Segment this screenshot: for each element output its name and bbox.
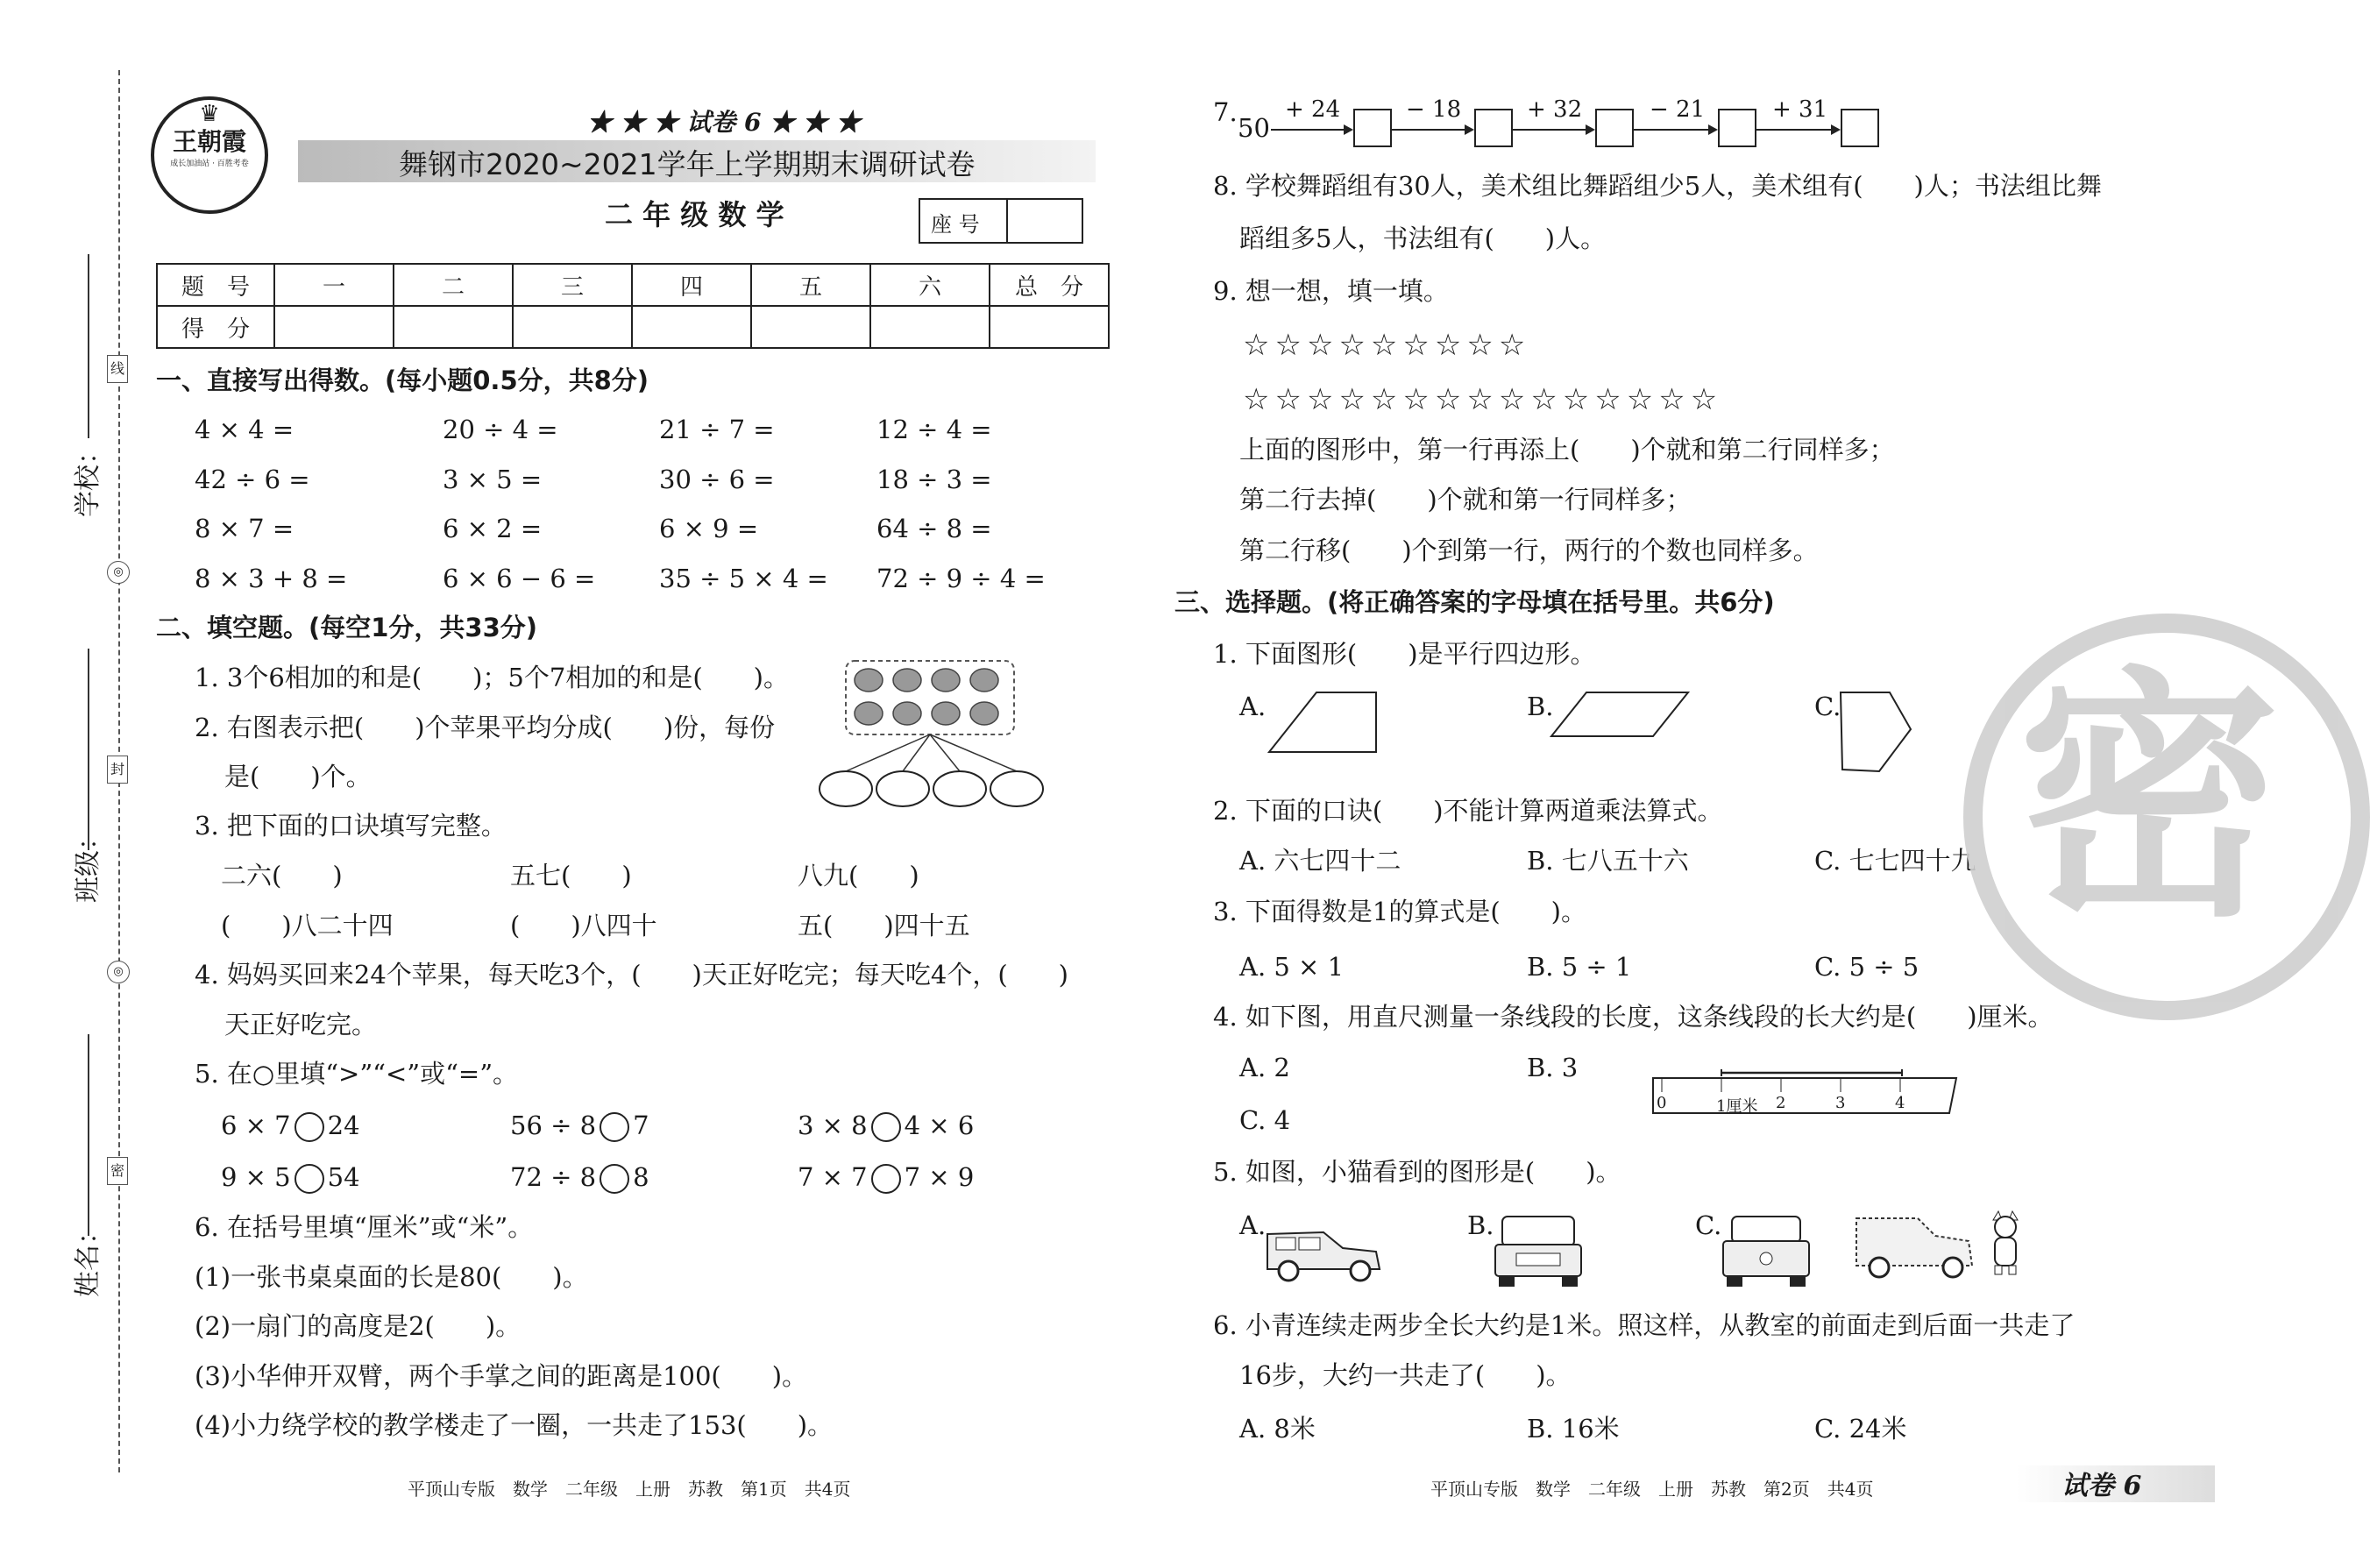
score-table (156, 263, 1110, 349)
logo (151, 96, 268, 214)
chain-arrow (1271, 129, 1352, 131)
score-cell[interactable] (870, 306, 990, 348)
calc-item: 6 × 6 − 6 = (443, 564, 596, 593)
calc-item: 3 × 5 = (443, 465, 543, 494)
page-title: 舞钢市2020~2021学年上学期期末调研试卷 (399, 147, 976, 181)
fill-q8-cont: 蹈组多5人，书法组有( )人。 (1239, 223, 1607, 253)
choice-q4: 4. 如下图，用直尺测量一条线段的长度，这条线段的长大约是( )厘米。 (1213, 1002, 2054, 1032)
margin-line (88, 1034, 89, 1236)
choice-opt[interactable]: C. 24米 (1814, 1414, 1907, 1444)
unit-item: (1)一张书桌桌面的长是80( )。 (195, 1262, 588, 1292)
choice-opt[interactable]: A. 六七四十二 (1239, 846, 1401, 876)
fill-q4: 4. 妈妈买回来24个苹果，每天吃3个，( )天正好吃完；每天吃4个，( ) (195, 960, 1068, 990)
compare-circle[interactable] (871, 1164, 901, 1194)
star-row: ☆☆☆☆☆☆☆☆☆☆☆☆☆☆☆ (1243, 382, 1723, 417)
choice-q2: 2. 下面的口诀( )不能计算两道乘法算式。 (1213, 796, 1723, 826)
class-label: 班级： (73, 824, 103, 903)
calc-item: 6 × 9 = (659, 514, 759, 543)
section3-title: 三、选择题。(将正确答案的字母填在括号里。共6分) (1174, 587, 1775, 617)
compare-right: 24 (327, 1110, 360, 1140)
chain-box[interactable] (1718, 109, 1756, 147)
section1-title: 一、直接写出得数。(每小题0.5分，共8分) (156, 365, 649, 395)
chain-arrow (1756, 129, 1839, 131)
unit-item: (3)小华伸开双臂，两个手掌之间的距离是100( )。 (195, 1361, 808, 1391)
score-header-row (157, 264, 1109, 306)
compare-circle[interactable] (600, 1112, 629, 1142)
calc-item: 8 × 3 + 8 = (195, 564, 348, 593)
score-cell[interactable] (751, 306, 870, 348)
compare-item (221, 1160, 360, 1195)
fill-q9-a: 上面的图形中，第一行再添上( )个就和第二行同样多； (1239, 435, 1895, 465)
choice-opt[interactable]: B. 3 (1527, 1053, 1579, 1082)
car-front-view-icon (1718, 1211, 1814, 1290)
fill-q9-b: 第二行去掉( )个就和第一行同样多； (1239, 485, 1692, 514)
compare-right: 4 × 6 (904, 1110, 975, 1140)
calc-item: 20 ÷ 4 = (443, 415, 558, 444)
calc-item: 4 × 4 = (195, 415, 294, 444)
compare-circle[interactable] (294, 1164, 324, 1194)
unit-item: (2)一扇门的高度是2( )。 (195, 1311, 522, 1341)
compare-item (510, 1108, 649, 1143)
fill-q1: 1. 3个6相加的和是( )；5个7相加的和是( )。 (195, 663, 789, 692)
chain-op: − 18 (1406, 96, 1462, 123)
compare-left: 7 × 7 (798, 1162, 868, 1192)
ruler-body (1651, 1069, 1960, 1115)
choice-opt[interactable]: A. (1239, 1210, 1267, 1240)
logo-crown-icon: ♛ (199, 101, 220, 127)
calc-item: 64 ÷ 8 = (876, 514, 992, 543)
choice-opt[interactable]: C. 5 ÷ 5 (1814, 952, 1919, 982)
calc-item: 72 ÷ 9 ÷ 4 = (876, 564, 1046, 593)
compare-circle[interactable] (294, 1112, 324, 1142)
fill-q2: 2. 右图表示把( )个苹果平均分成( )份，每份 (195, 713, 776, 742)
trapezoid-shape (1262, 689, 1385, 759)
margin-line (88, 254, 89, 438)
chain-box[interactable] (1353, 109, 1392, 147)
score-header-cell: 二 (394, 264, 513, 306)
fill-q2-cont: 是( )个。 (224, 762, 372, 791)
fill-q6: 6. 在括号里填“厘米”或“米”。 (195, 1212, 534, 1242)
calc-item: 6 × 2 = (443, 514, 543, 543)
score-header-cell: 四 (632, 264, 751, 306)
chain-op: + 31 (1772, 96, 1828, 123)
choice-opt[interactable]: A. 8米 (1239, 1414, 1316, 1444)
calc-item: 18 ÷ 3 = (876, 465, 992, 494)
score-value-row (157, 306, 1109, 348)
chain-op: + 32 (1527, 96, 1583, 123)
rhyme-item: 八九( ) (798, 861, 919, 890)
score-header-cell: 六 (870, 264, 990, 306)
parallelogram-shape (1551, 689, 1692, 741)
choice-opt[interactable]: C. 4 (1239, 1105, 1291, 1135)
binding-circle: ◎ (107, 561, 130, 584)
compare-right: 54 (327, 1162, 360, 1192)
ruler-label: 2 (1776, 1094, 1786, 1112)
rhyme-item: 二六( ) (221, 861, 343, 890)
compare-left: 56 ÷ 8 (510, 1110, 597, 1140)
chain-arrow (1634, 129, 1716, 131)
compare-right: 8 (633, 1162, 649, 1192)
chain-start: 50 (1238, 113, 1270, 143)
page-subtitle: 二 年 级 数 学 (605, 198, 784, 231)
choice-opt[interactable]: B. 七八五十六 (1527, 846, 1689, 876)
calc-item: 42 ÷ 6 = (195, 465, 310, 494)
footer-right: 平顶山专版 数学 二年级 上册 苏教 第2页 共4页 (1430, 1479, 1874, 1500)
section2-title: 二、填空题。(每空1分，共33分) (156, 613, 538, 642)
compare-left: 6 × 7 (221, 1110, 291, 1140)
compare-left: 9 × 5 (221, 1162, 291, 1192)
chain-arrow (1392, 129, 1472, 131)
rhyme-item: ( )八四十 (510, 911, 657, 940)
rhyme-item: ( )八二十四 (221, 911, 394, 940)
quadrilateral-shape (1839, 689, 1918, 777)
choice-opt[interactable]: A. 2 (1239, 1053, 1290, 1082)
car-reference-icon (1851, 1211, 1977, 1281)
ruler-label: 3 (1835, 1094, 1846, 1112)
compare-right: 7 (633, 1110, 649, 1140)
compare-right: 7 × 9 (904, 1162, 975, 1192)
logo-text: 王朝霞 (172, 127, 246, 156)
compare-circle[interactable] (600, 1164, 629, 1194)
score-cell[interactable] (394, 306, 513, 348)
unit-item: (4)小力绕学校的教学楼走了一圈，一共走了153( )。 (195, 1410, 834, 1440)
chain-box[interactable] (1474, 109, 1513, 147)
car-rear-view-icon (1490, 1211, 1586, 1290)
ruler-label: 1厘米 (1716, 1097, 1758, 1116)
binding-circle: ◎ (107, 961, 130, 983)
chain-arrow (1513, 129, 1593, 131)
choice-q6-cont: 16步，大约一共走了( )。 (1239, 1360, 1572, 1390)
score-header-cell: 五 (751, 264, 870, 306)
binding-mark: 密 (107, 1157, 128, 1185)
calc-item: 30 ÷ 6 = (659, 465, 775, 494)
score-cell[interactable] (274, 306, 394, 348)
calc-item: 12 ÷ 4 = (876, 415, 992, 444)
fill-q4-cont: 天正好吃完。 (224, 1010, 378, 1039)
choice-opt[interactable]: C. (1814, 692, 1841, 721)
fill-q9: 9. 想一想，填一填。 (1213, 276, 1449, 306)
score-cell[interactable] (513, 306, 632, 348)
choice-opt[interactable]: B. (1467, 1210, 1494, 1240)
choice-opt[interactable]: B. 16米 (1527, 1414, 1620, 1444)
choice-opt[interactable]: B. 5 ÷ 1 (1527, 952, 1632, 982)
seat-label: 座 号 (931, 212, 980, 237)
footer-tag: 试卷 6 (2061, 1471, 2142, 1501)
ruler (1651, 1069, 1960, 1115)
name-label: 姓名： (73, 1218, 103, 1297)
seal-character: 密 (2018, 646, 2281, 952)
rhyme-item: 五七( ) (510, 861, 632, 890)
fill-q9-c: 第二行移( )个到第一行，两行的个数也同样多。 (1239, 536, 1819, 565)
score-cell[interactable] (990, 306, 1109, 348)
chain-op: − 21 (1650, 96, 1706, 123)
binding-mark: 封 (107, 756, 128, 784)
rhyme-item: 五( )四十五 (798, 911, 970, 940)
fill-q8: 8. 学校舞蹈组有30人，美术组比舞蹈组少5人，美术组有( )人；书法组比舞 (1213, 171, 2102, 201)
chain-label: 7. (1213, 97, 1238, 127)
compare-item (510, 1160, 649, 1195)
star-row: ☆☆☆☆☆☆☆☆☆ (1243, 328, 1531, 363)
compare-item (798, 1160, 974, 1195)
choice-opt[interactable]: A. 5 × 1 (1239, 952, 1345, 982)
cat-icon (1988, 1211, 2023, 1278)
seat-box (919, 198, 1083, 244)
score-row-label: 得 分 (157, 306, 274, 348)
choice-q6: 6. 小青连续走两步全长大约是1米。照这样，从教室的前面走到后面一共走了 (1213, 1310, 2076, 1340)
choice-q1: 1. 下面图形( )是平行四边形。 (1213, 639, 1596, 669)
fill-q3: 3. 把下面的口诀填写完整。 (195, 811, 507, 841)
footer-left: 平顶山专版 数学 二年级 上册 苏教 第1页 共4页 (408, 1479, 851, 1500)
compare-circle[interactable] (871, 1112, 901, 1142)
choice-opt[interactable]: C. (1695, 1210, 1722, 1240)
choice-opt[interactable]: B. (1527, 692, 1554, 721)
choice-opt[interactable]: C. 七七四十九 (1814, 846, 1976, 876)
chain-box[interactable] (1595, 109, 1634, 147)
chain-box[interactable] (1841, 109, 1879, 147)
score-header-cell: 三 (513, 264, 632, 306)
apples-diagram (811, 659, 1091, 817)
ruler-label: 0 (1657, 1094, 1667, 1112)
choice-q5: 5. 如图，小猫看到的图形是( )。 (1213, 1157, 1621, 1187)
chain-op: + 24 (1285, 96, 1341, 123)
confidential-seal-icon (1963, 614, 2370, 1020)
car-side-view-icon (1262, 1217, 1385, 1283)
ruler-label: 4 (1895, 1094, 1905, 1112)
margin-line (88, 649, 89, 850)
binding-mark: 线 (107, 355, 128, 383)
score-cell[interactable] (632, 306, 751, 348)
compare-left: 72 ÷ 8 (510, 1162, 597, 1192)
fill-q5: 5. 在○里填“>”“<”或“=”。 (195, 1059, 519, 1089)
choice-q3: 3. 下面得数是1的算式是( )。 (1213, 897, 1586, 926)
calc-item: 21 ÷ 7 = (659, 415, 775, 444)
logo-subtext: 成长加油站 · 百胜考卷 (170, 160, 249, 168)
score-header-cell: 题 号 (157, 264, 274, 306)
calc-item: 8 × 7 = (195, 514, 294, 543)
compare-item (221, 1108, 360, 1143)
exam-badge: ★ ★ ★ 试卷 6 ★ ★ ★ (587, 108, 861, 137)
score-header-cell: 总 分 (990, 264, 1109, 306)
choice-opt[interactable]: A. (1239, 692, 1267, 721)
compare-left: 3 × 8 (798, 1110, 868, 1140)
compare-item (798, 1108, 974, 1143)
school-label: 学校： (73, 438, 103, 517)
score-header-cell: 一 (274, 264, 394, 306)
calc-item: 35 ÷ 5 × 4 = (659, 564, 828, 593)
